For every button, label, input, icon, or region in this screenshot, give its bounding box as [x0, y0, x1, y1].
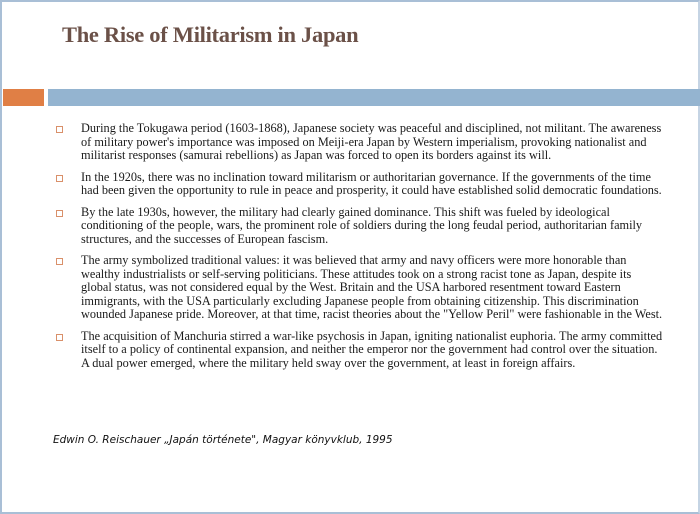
- square-bullet-icon: [56, 126, 63, 133]
- list-item: [54, 330, 664, 371]
- citation: Edwin O. Reischauer „Japán története", Magyar könyvklub, 1995: [53, 434, 393, 446]
- bullet-text: By the late 1930s, however, the military had clearly gained dominance. This shift was fueled by ideological conditioning of the people, wars, the prominent role of soldiers during the long feudal period, authoritarian family structures, and the successes of European fascism.: [81, 204, 643, 246]
- bullet-text: The acquisition of Manchuria stirred a war-like psychosis in Japan, igniting nationalist euphoria. The army committed itself to a policy of continental expansion, and neither the emperor nor the government had control over the situation. A dual power emerged, where the military held sway over the government, at least in foreign affairs.: [81, 328, 663, 370]
- accent-bar-blue: [48, 89, 700, 106]
- bullet-list: [54, 122, 664, 378]
- accent-bar-orange: [3, 89, 44, 106]
- square-bullet-icon: [56, 334, 63, 341]
- bullet-text: The army symbolized traditional values: it was believed that army and navy officers were more honorable than wealthy industrialists or self-serving politicians. These attitudes took on a strong racist tone as Japan, despite its global status, was not considered equal by the West. Britain and the USA harbored resentment toward Eastern immigrants, with the USA particularly excluding Japanese people from obtaining citizenship. This discrimination wounded Japanese pride. Moreover, at that time, racist theories about the "Yellow Peril" were fashionable in the West.: [81, 253, 663, 321]
- list-item: [54, 122, 664, 163]
- list-item: [54, 206, 664, 247]
- slide-title: The Rise of Militarism in Japan: [62, 22, 359, 47]
- list-item: [54, 254, 664, 322]
- bullet-text: During the Tokugawa period (1603-1868), Japanese society was peaceful and disciplined, not militant. The awareness of military power's importance was imposed on Meiji-era Japan by Western imperialism, provoking nationalist and militarist responses (samurai rebellions) as Japan was forced to open its borders against its will.: [81, 121, 662, 162]
- bullet-text: In the 1920s, there was no inclination toward militarism or authoritarian governance. If the governments of the time had been given the opportunity to rule in peace and prosperity, it could have established solid democratic foundations.: [81, 169, 662, 197]
- list-item: [54, 171, 664, 198]
- square-bullet-icon: [56, 175, 63, 182]
- square-bullet-icon: [56, 210, 63, 217]
- square-bullet-icon: [56, 258, 63, 265]
